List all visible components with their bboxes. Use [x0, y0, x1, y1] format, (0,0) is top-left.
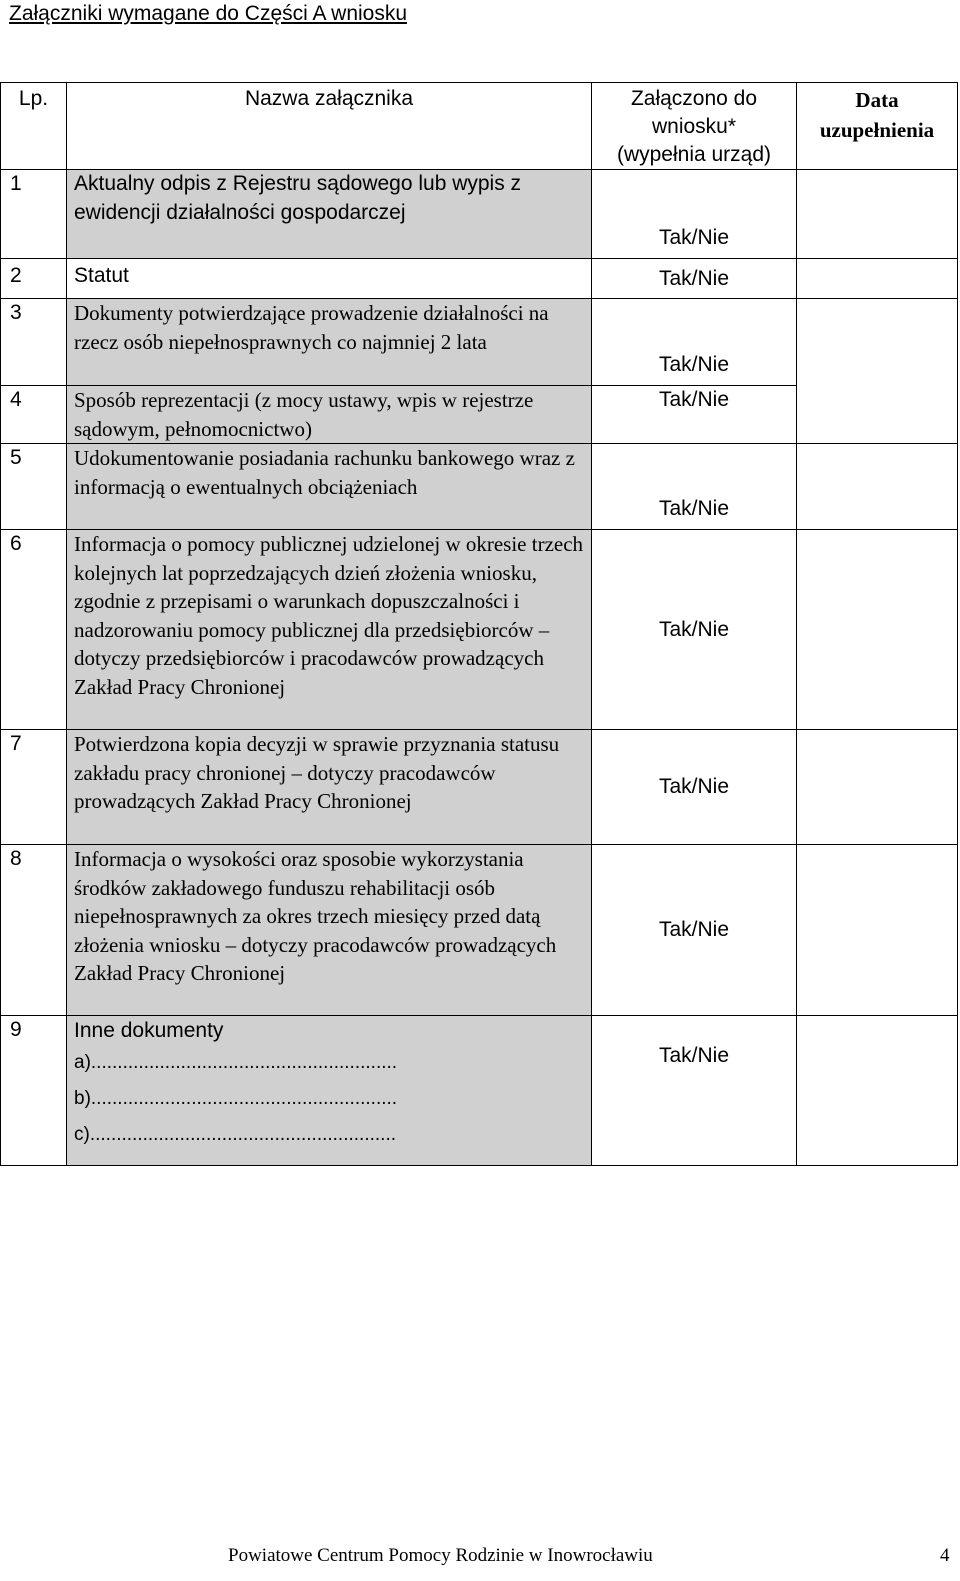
table-row	[1, 444, 958, 530]
row-number: 9	[1, 1016, 67, 1166]
row-number: 3	[1, 299, 67, 386]
table-row	[1, 259, 958, 299]
attached-value: Tak/Nie	[592, 730, 797, 845]
attachment-name: Udokumentowanie posiadania rachunku bankowego wraz z informacją o ewentualnych obciążeniach	[67, 444, 592, 530]
date-cell	[797, 299, 958, 444]
other-document-line-a: a)..........................................................	[74, 1052, 398, 1073]
attached-value: Tak/Nie	[592, 1016, 797, 1166]
attached-value: Tak/Nie	[592, 299, 797, 386]
section-heading: Załączniki wymagane do Części A wniosku	[9, 2, 408, 25]
table-row	[1, 170, 958, 259]
header-name: Nazwa załącznika	[67, 83, 592, 170]
other-document-line-c: c)..........................................................	[74, 1124, 396, 1145]
date-cell	[797, 845, 958, 1016]
other-documents-label: Inne dokumenty	[74, 1019, 224, 1042]
attachment-name: Informacja o pomocy publicznej udzielonej w okresie trzech kolejnych lat poprzedzających dzień złożenia wniosku, zgodnie z przepisami o warunkach dopuszczalności i nadzorowaniu pomocy publicznej dla przedsiębiorców – dotyczy przedsiębiorców i pracodawców prowadzących Zakład Pracy Chronionej	[67, 530, 592, 730]
table-row	[1, 530, 958, 730]
row-number: 5	[1, 444, 67, 530]
other-document-line-b: b)..........................................................	[74, 1088, 398, 1109]
header-date: Data uzupełnienia	[797, 83, 958, 170]
row-number: 4	[1, 386, 67, 444]
table-row	[1, 845, 958, 1016]
attached-value: Tak/Nie	[592, 259, 797, 299]
attachment-name	[67, 1016, 592, 1166]
row-number: 2	[1, 259, 67, 299]
footer-text: Powiatowe Centrum Pomocy Rodzinie w Inowrocławiu	[228, 1545, 653, 1566]
attachments-table	[0, 82, 958, 1166]
date-cell	[797, 259, 958, 299]
attachment-name: Statut	[67, 259, 592, 299]
row-number: 1	[1, 170, 67, 259]
attachment-name: Sposób reprezentacji (z mocy ustawy, wpis w rejestrze sądowym, pełnomocnictwo)	[67, 386, 592, 444]
attached-value: Tak/Nie	[592, 530, 797, 730]
date-cell	[797, 444, 958, 530]
header-lp: Lp.	[1, 83, 67, 170]
row-number: 8	[1, 845, 67, 1016]
table-row	[1, 1016, 958, 1166]
attachment-name: Potwierdzona kopia decyzji w sprawie przyznania statusu zakładu pracy chronionej – dotyczy pracodawców prowadzących Zakład Pracy Chronionej	[67, 730, 592, 845]
attached-value: Tak/Nie	[592, 444, 797, 530]
date-cell	[797, 170, 958, 259]
table-header-row	[1, 83, 958, 170]
row-number: 6	[1, 530, 67, 730]
row-number: 7	[1, 730, 67, 845]
table-row	[1, 299, 958, 386]
table-row	[1, 730, 958, 845]
date-cell	[797, 730, 958, 845]
attachment-name: Aktualny odpis z Rejestru sądowego lub wypis z ewidencji działalności gospodarczej	[67, 170, 592, 259]
attachment-name: Dokumenty potwierdzające prowadzenie działalności na rzecz osób niepełnosprawnych co najmniej 2 lata	[67, 299, 592, 386]
date-cell	[797, 530, 958, 730]
attached-value: Tak/Nie	[592, 170, 797, 259]
attached-value: Tak/Nie	[592, 845, 797, 1016]
header-attached: Załączono do wniosku* (wypełnia urząd)	[592, 83, 797, 170]
attachment-name: Informacja o wysokości oraz sposobie wykorzystania środków zakładowego funduszu rehabilitacji osób niepełnosprawnych za okres trzech miesięcy przed datą złożenia wniosku – dotyczy pracodawców prowadzących Zakład Pracy Chronionej	[67, 845, 592, 1016]
date-cell	[797, 1016, 958, 1166]
page-number: 4	[940, 1545, 950, 1566]
attached-value: Tak/Nie	[592, 386, 797, 444]
